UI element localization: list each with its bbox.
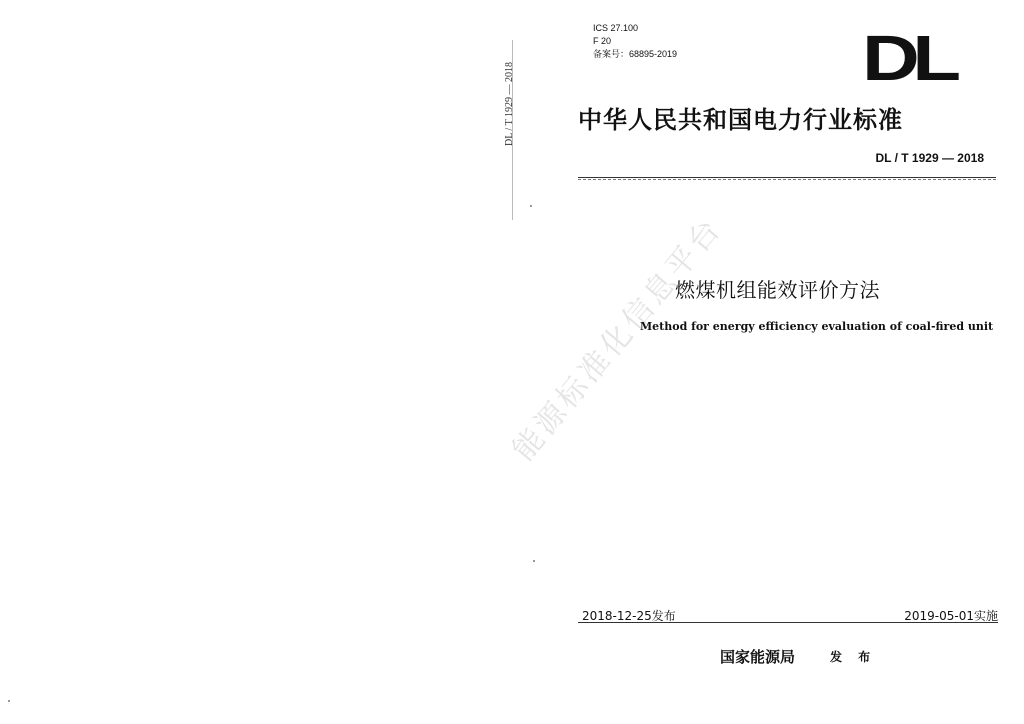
document-title-english: Method for energy efficiency evaluation of coal-fired unit	[640, 320, 994, 333]
standard-category-title: 中华人民共和国电力行业标准	[578, 105, 903, 134]
dl-logo: DL	[862, 22, 954, 94]
document-title-chinese: 燃煤机组能效评价方法	[675, 278, 880, 302]
scan-speck	[530, 205, 532, 207]
issue-label: 发 布	[830, 650, 877, 664]
issue-date: 2018-12-25发布	[582, 609, 676, 623]
scan-speck	[8, 700, 10, 702]
ics-code: ICS 27.100	[593, 23, 639, 33]
footer-divider	[578, 622, 998, 623]
spine-standard-number: DL / T 1929 — 2018	[504, 62, 515, 146]
watermark: 能源标准化信息平台	[506, 210, 730, 468]
implementation-date: 2019-05-01实施	[904, 609, 998, 623]
standard-number: DL / T 1929 — 2018	[875, 151, 984, 165]
header-divider	[578, 177, 996, 180]
scan-speck	[533, 560, 535, 562]
filing-number: 备案号：68895-2019	[593, 49, 678, 59]
issuing-authority: 国家能源局	[720, 648, 796, 666]
ccs-code: F 20	[593, 36, 612, 46]
